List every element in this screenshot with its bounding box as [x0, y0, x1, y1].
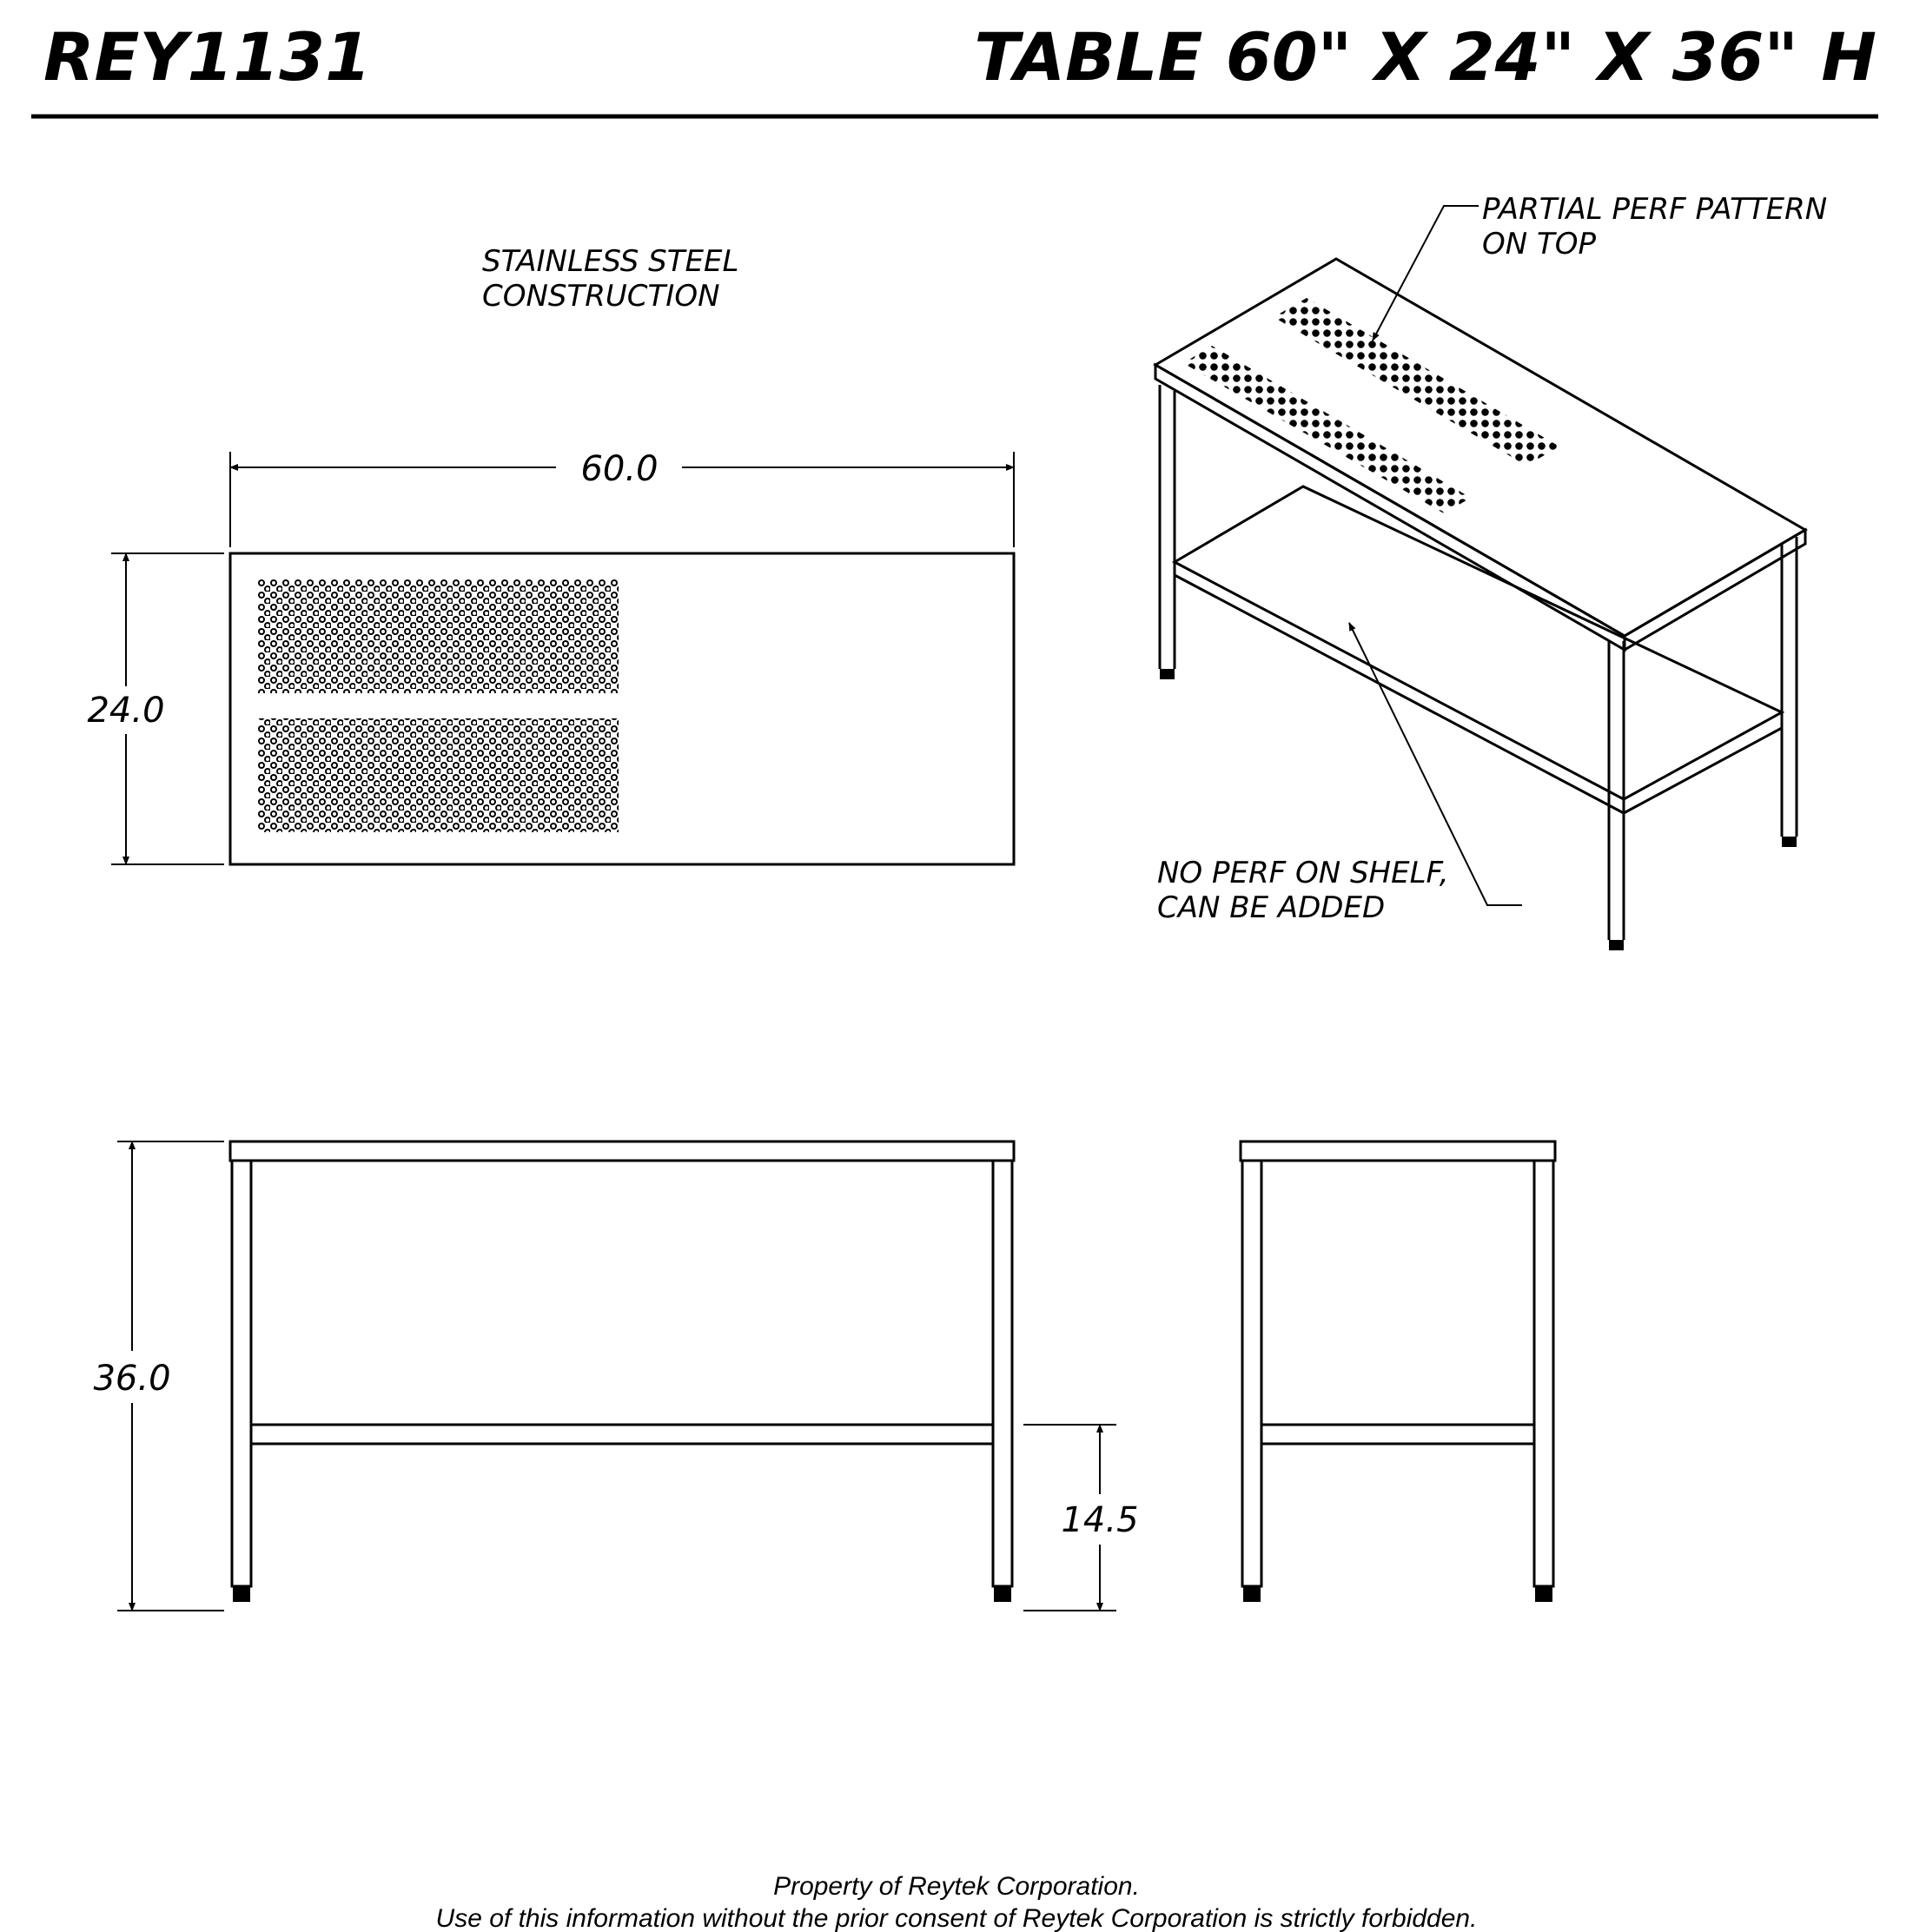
footer-ownership: Property of Reytek Corporation. — [773, 1872, 1140, 1901]
side-elevation — [1241, 1141, 1555, 1602]
plan-view — [87, 449, 1014, 864]
iso-perf-strip-back — [1274, 298, 1559, 466]
front-shelf — [251, 1425, 993, 1444]
front-leg-right — [993, 1161, 1012, 1586]
depth-dimension-label: 24.0 — [87, 691, 165, 731]
iso-top-side-edge — [1625, 530, 1805, 650]
perf-top-note-line2: ON TOP — [1482, 227, 1597, 261]
drawing-title: TABLE 60" X 24" X 36" H — [974, 18, 1877, 96]
perf-top-leader — [1373, 206, 1479, 341]
side-shelf — [1261, 1425, 1534, 1444]
height-dimension-label: 36.0 — [93, 1359, 171, 1399]
shelf-height-dimension-label: 14.5 — [1061, 1500, 1139, 1540]
material-note-line1: STAINLESS STEEL — [482, 244, 739, 279]
shelf-note-line1: NO PERF ON SHELF, — [1157, 856, 1449, 890]
side-leg-left — [1242, 1161, 1261, 1586]
side-foot-right — [1535, 1586, 1552, 1602]
front-elevation — [93, 1141, 1138, 1611]
front-foot-left — [233, 1586, 250, 1602]
side-table-top — [1241, 1141, 1555, 1161]
front-table-top — [230, 1141, 1014, 1161]
side-foot-left — [1243, 1586, 1261, 1602]
part-number: REY1131 — [43, 18, 371, 96]
footer-disclaimer: Use of this information without the prior consent of Reytek Corporation is strictly forbidden. — [435, 1904, 1478, 1932]
front-foot-right — [994, 1586, 1011, 1602]
plan-view-perf-area-lower — [258, 718, 619, 832]
front-leg-left — [232, 1161, 251, 1586]
iso-top-front-edge — [1155, 365, 1625, 650]
material-note-line2: CONSTRUCTION — [482, 279, 720, 314]
shelf-note-line2: CAN BE ADDED — [1157, 890, 1386, 925]
isometric-view — [1155, 206, 1805, 950]
iso-foot-right — [1782, 837, 1797, 847]
iso-foot-back-left — [1160, 669, 1175, 679]
iso-shelf — [1175, 486, 1782, 799]
iso-foot-front — [1609, 940, 1624, 950]
side-leg-right — [1534, 1161, 1553, 1586]
length-dimension-label: 60.0 — [580, 449, 659, 489]
iso-table-top — [1155, 259, 1805, 636]
perf-top-note-line1: PARTIAL PERF PATTERN — [1482, 192, 1828, 227]
plan-view-perf-area-upper — [258, 579, 619, 693]
